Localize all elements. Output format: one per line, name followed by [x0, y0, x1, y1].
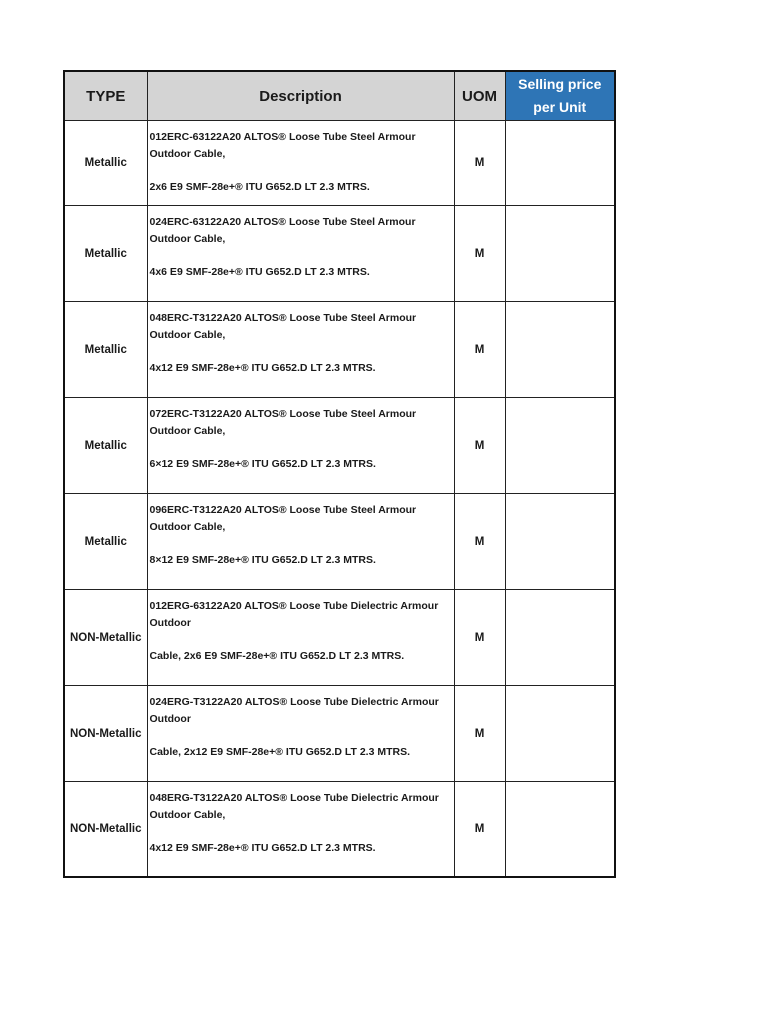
- type-cell: NON-Metallic: [64, 686, 147, 782]
- price-cell[interactable]: [505, 206, 615, 302]
- description-line: Outdoor Cable,: [149, 233, 226, 245]
- description-line: 4x6 E9 SMF-28e+® ITU G652.D LT 2.3 MTRS.: [149, 266, 370, 278]
- table-row: [64, 782, 615, 877]
- uom-cell: M: [454, 686, 505, 782]
- header-description: Description: [147, 71, 454, 121]
- price-cell[interactable]: [505, 782, 615, 877]
- type-cell: Metallic: [64, 398, 147, 494]
- uom-cell: M: [454, 302, 505, 398]
- description-line: Outdoor Cable,: [149, 521, 226, 533]
- description-line: Outdoor Cable,: [149, 809, 226, 821]
- table-row: [64, 206, 615, 302]
- type-cell: NON-Metallic: [64, 782, 147, 877]
- table-row: [64, 121, 615, 206]
- table-row: [64, 590, 615, 686]
- description-line: 072ERC-T3122A20 ALTOS® Loose Tube Steel Armour: [149, 408, 417, 420]
- uom-cell: M: [454, 206, 505, 302]
- description-cell: [147, 302, 454, 398]
- description-line: 096ERC-T3122A20 ALTOS® Loose Tube Steel Armour: [149, 504, 417, 516]
- table-row: [64, 302, 615, 398]
- price-cell[interactable]: [505, 302, 615, 398]
- type-cell: Metallic: [64, 302, 147, 398]
- header-uom: UOM: [454, 71, 505, 121]
- table-header-row: [64, 71, 615, 121]
- header-type: TYPE: [64, 71, 147, 121]
- description-cell: [147, 121, 454, 206]
- description-line: 4x12 E9 SMF-28e+® ITU G652.D LT 2.3 MTRS.: [149, 362, 376, 374]
- price-table-sheet: [63, 70, 614, 878]
- description-cell: [147, 398, 454, 494]
- description-line: 048ERC-T3122A20 ALTOS® Loose Tube Steel Armour: [149, 312, 417, 324]
- description-cell: [147, 206, 454, 302]
- table-row: [64, 686, 615, 782]
- description-line: 048ERG-T3122A20 ALTOS® Loose Tube Dielectric Armour: [149, 792, 439, 804]
- type-cell: Metallic: [64, 494, 147, 590]
- description-cell: [147, 590, 454, 686]
- description-line: Cable, 2x12 E9 SMF-28e+® ITU G652.D LT 2.3 MTRS.: [149, 746, 411, 758]
- description-line: Outdoor: [149, 617, 191, 629]
- description-line: 012ERC-63122A20 ALTOS® Loose Tube Steel Armour: [149, 131, 416, 143]
- uom-cell: M: [454, 782, 505, 877]
- description-line: 024ERG-T3122A20 ALTOS® Loose Tube Dielectric Armour: [149, 696, 439, 708]
- description-line: 024ERC-63122A20 ALTOS® Loose Tube Steel Armour: [149, 216, 416, 228]
- price-cell[interactable]: [505, 686, 615, 782]
- description-cell: [147, 782, 454, 877]
- description-line: Cable, 2x6 E9 SMF-28e+® ITU G652.D LT 2.3 MTRS.: [149, 650, 405, 662]
- description-line: Outdoor Cable,: [149, 329, 226, 341]
- description-line: 8×12 E9 SMF-28e+® ITU G652.D LT 2.3 MTRS.: [149, 554, 376, 566]
- price-table: [63, 70, 616, 878]
- price-cell[interactable]: [505, 590, 615, 686]
- description-line: 4x12 E9 SMF-28e+® ITU G652.D LT 2.3 MTRS.: [149, 842, 376, 854]
- type-cell: Metallic: [64, 206, 147, 302]
- description-line: 012ERG-63122A20 ALTOS® Loose Tube Dielectric Armour: [149, 600, 439, 612]
- description-line: 2x6 E9 SMF-28e+® ITU G652.D LT 2.3 MTRS.: [149, 181, 370, 193]
- price-cell[interactable]: [505, 494, 615, 590]
- uom-cell: M: [454, 398, 505, 494]
- uom-cell: M: [454, 590, 505, 686]
- description-line: Outdoor Cable,: [149, 425, 226, 437]
- description-line: 6×12 E9 SMF-28e+® ITU G652.D LT 2.3 MTRS.: [149, 458, 376, 470]
- price-cell[interactable]: [505, 398, 615, 494]
- description-line: Outdoor Cable,: [149, 148, 226, 160]
- description-line: Outdoor: [149, 713, 191, 725]
- price-cell[interactable]: [505, 121, 615, 206]
- uom-cell: M: [454, 494, 505, 590]
- table-row: [64, 494, 615, 590]
- type-cell: Metallic: [64, 121, 147, 206]
- description-cell: [147, 686, 454, 782]
- type-cell: NON-Metallic: [64, 590, 147, 686]
- description-cell: [147, 494, 454, 590]
- table-row: [64, 398, 615, 494]
- header-selling-price: Selling price per Unit: [505, 71, 615, 121]
- uom-cell: M: [454, 121, 505, 206]
